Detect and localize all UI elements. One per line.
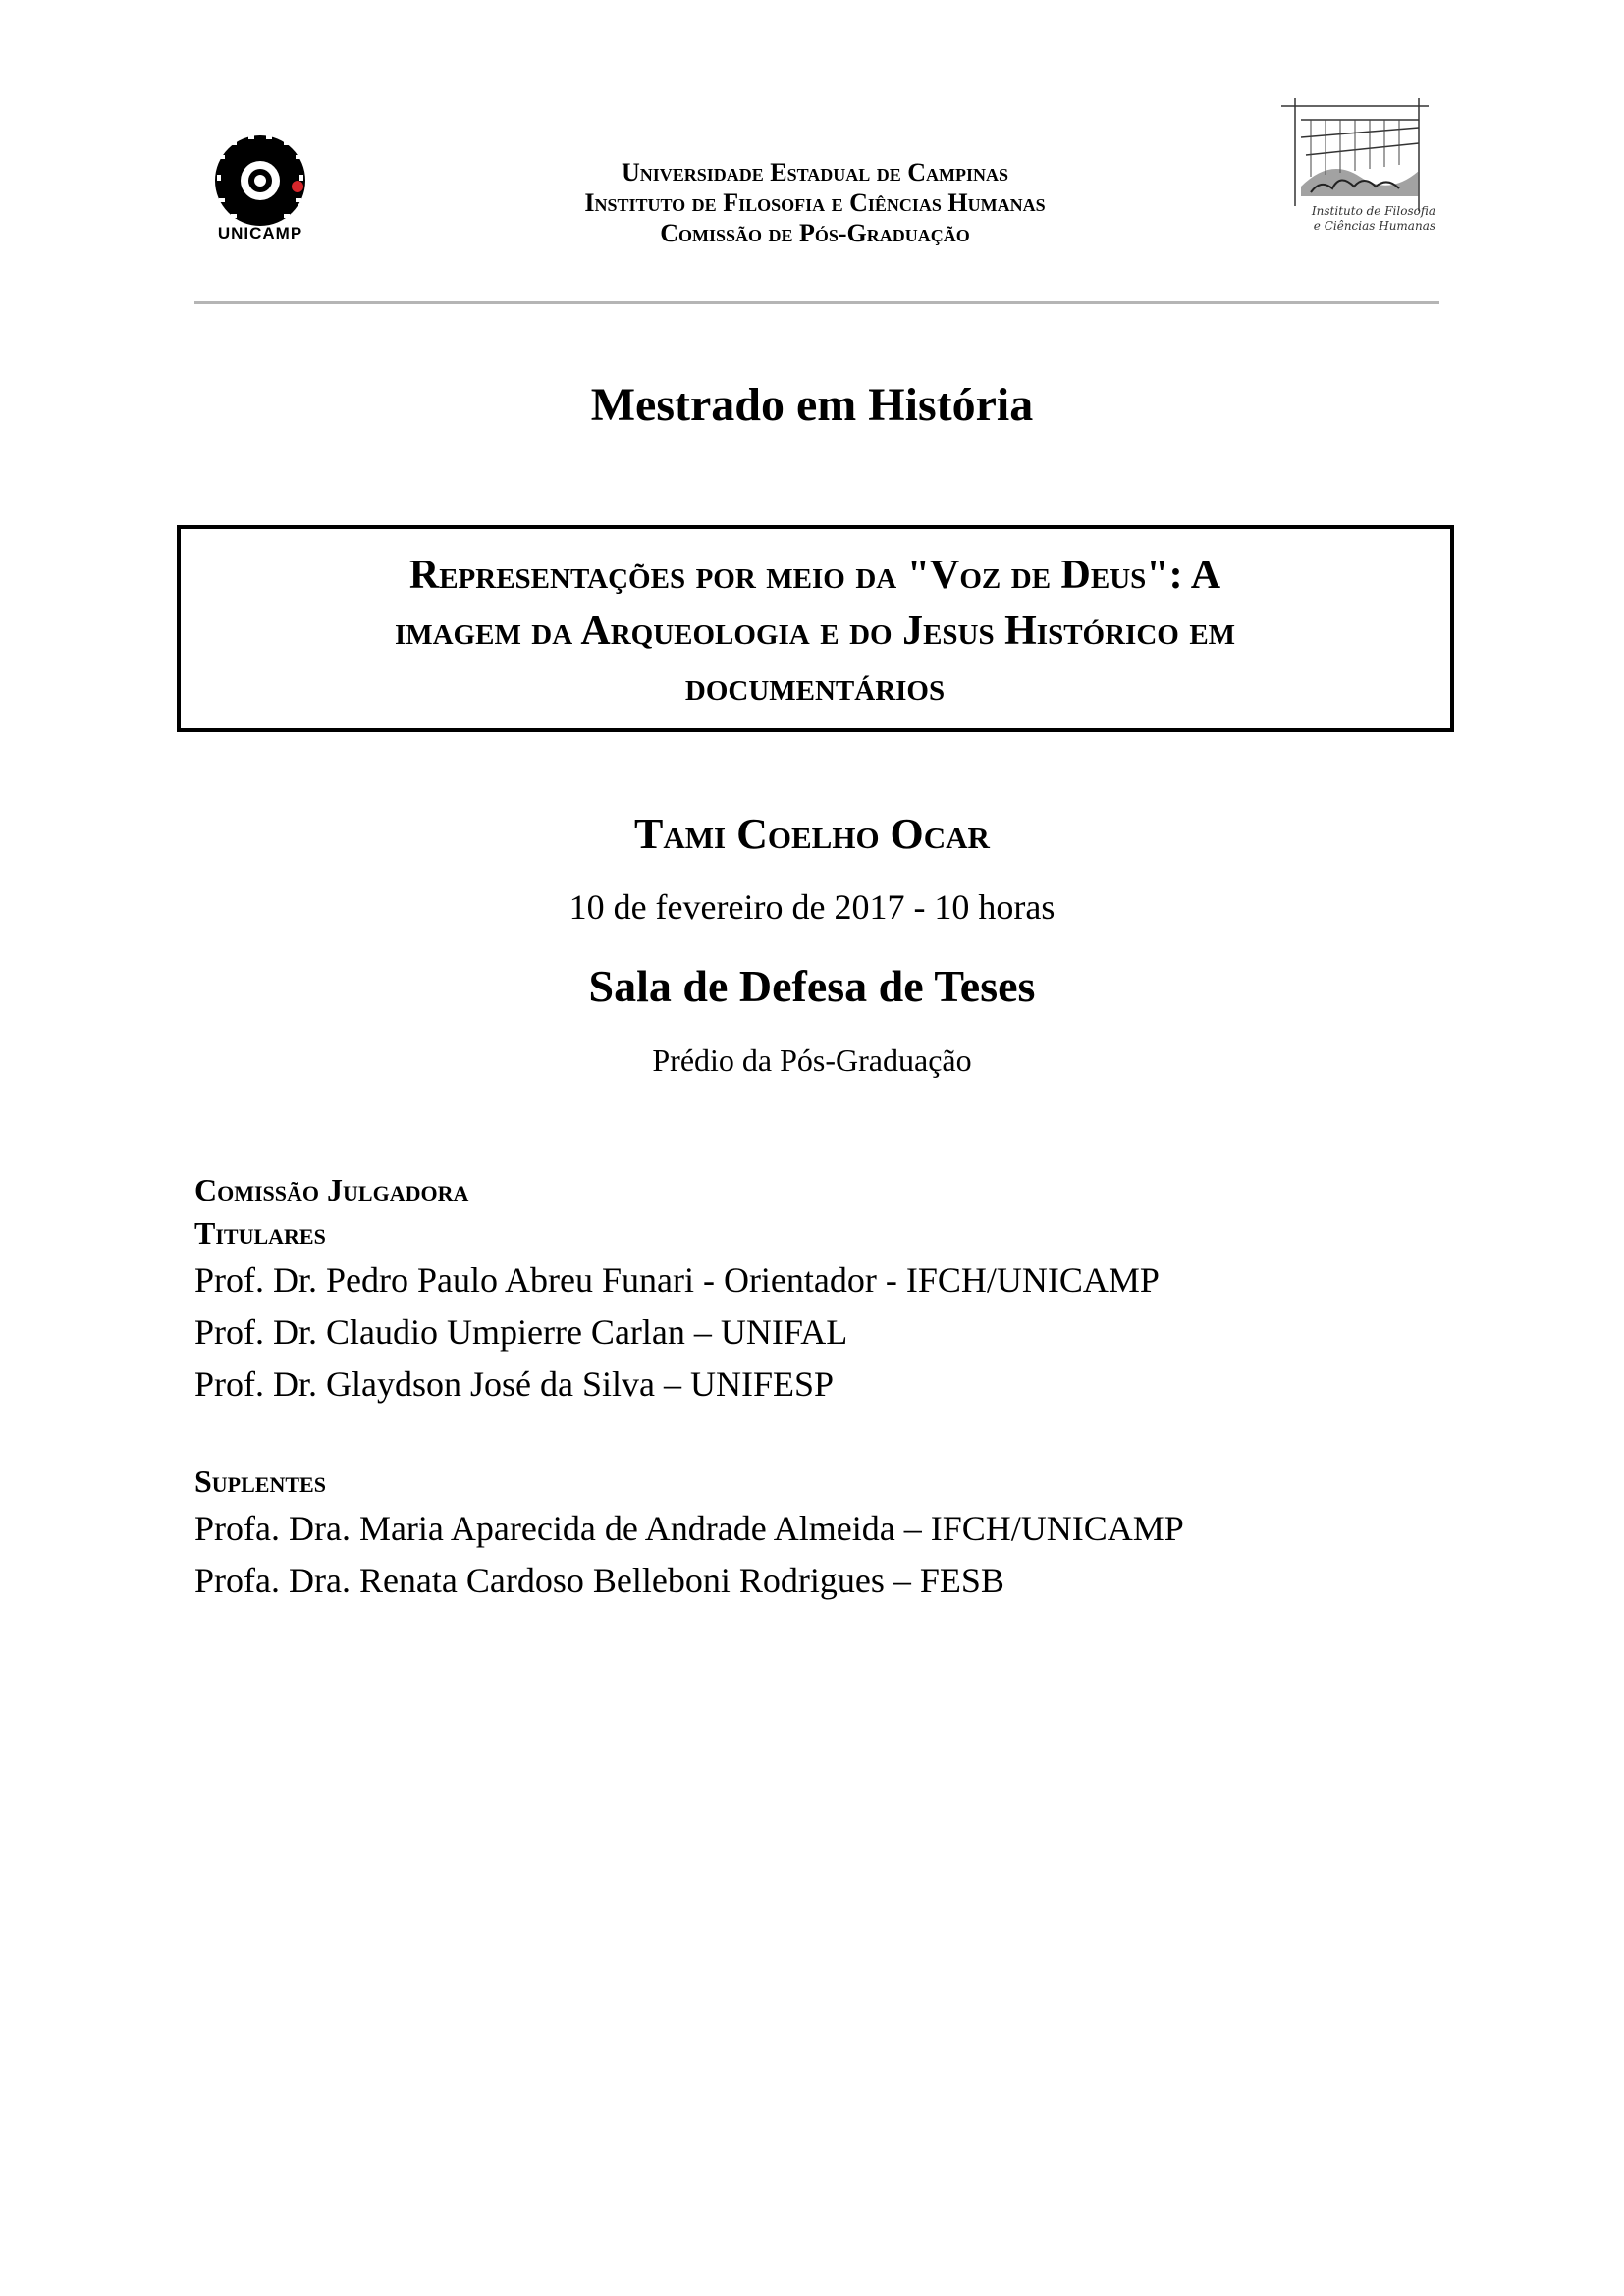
thesis-title-line-3: documentários: [684, 665, 946, 710]
committee-section: [194, 1168, 1471, 1607]
thesis-title-line-1: Representações por meio da "Voz de Deus": A: [408, 553, 1221, 598]
committee-member: Profa. Dra. Renata Cardoso Belleboni Rodrigues – FESB: [194, 1561, 1004, 1600]
unicamp-logo-text: UNICAMP: [217, 224, 303, 242]
defense-room: Sala de Defesa de Teses: [588, 961, 1036, 1011]
ifch-logo-line-1: Instituto de Filosofia: [1311, 204, 1435, 218]
ifch-logo-text: [1286, 204, 1435, 234]
committee-member: Prof. Dr. Glaydson José da Silva – UNIFESP: [194, 1364, 835, 1404]
program-title: Mestrado em História: [590, 379, 1034, 431]
institute-name: Instituto de Filosofia e Ciências Humanas: [584, 188, 1046, 217]
author-name: Tami Coelho Ocar: [634, 810, 990, 858]
university-name: Universidade Estadual de Campinas: [621, 158, 1009, 187]
commission-name: Comissão de Pós-Graduação: [660, 219, 970, 247]
thesis-title-line-2: imagem da Arqueologia e do Jesus Histórico em: [394, 609, 1236, 654]
thesis-title: [206, 548, 1424, 716]
institution-header: [324, 157, 1306, 248]
header-divider: [194, 301, 1439, 304]
committee-member: Prof. Dr. Pedro Paulo Abreu Funari - Orientador - IFCH/UNICAMP: [194, 1260, 1160, 1300]
committee-heading: Comissão Julgadora: [194, 1172, 469, 1207]
defense-building: Prédio da Pós-Graduação: [652, 1042, 972, 1078]
committee-member: Prof. Dr. Claudio Umpierre Carlan – UNIFAL: [194, 1312, 848, 1352]
titulares-heading: Titulares: [194, 1215, 326, 1251]
committee-member: Profa. Dra. Maria Aparecida de Andrade Almeida – IFCH/UNICAMP: [194, 1509, 1184, 1548]
ifch-logo-line-2: e Ciências Humanas: [1313, 219, 1435, 233]
defense-datetime: 10 de fevereiro de 2017 - 10 horas: [568, 887, 1056, 927]
suplentes-heading: Suplentes: [194, 1464, 326, 1499]
